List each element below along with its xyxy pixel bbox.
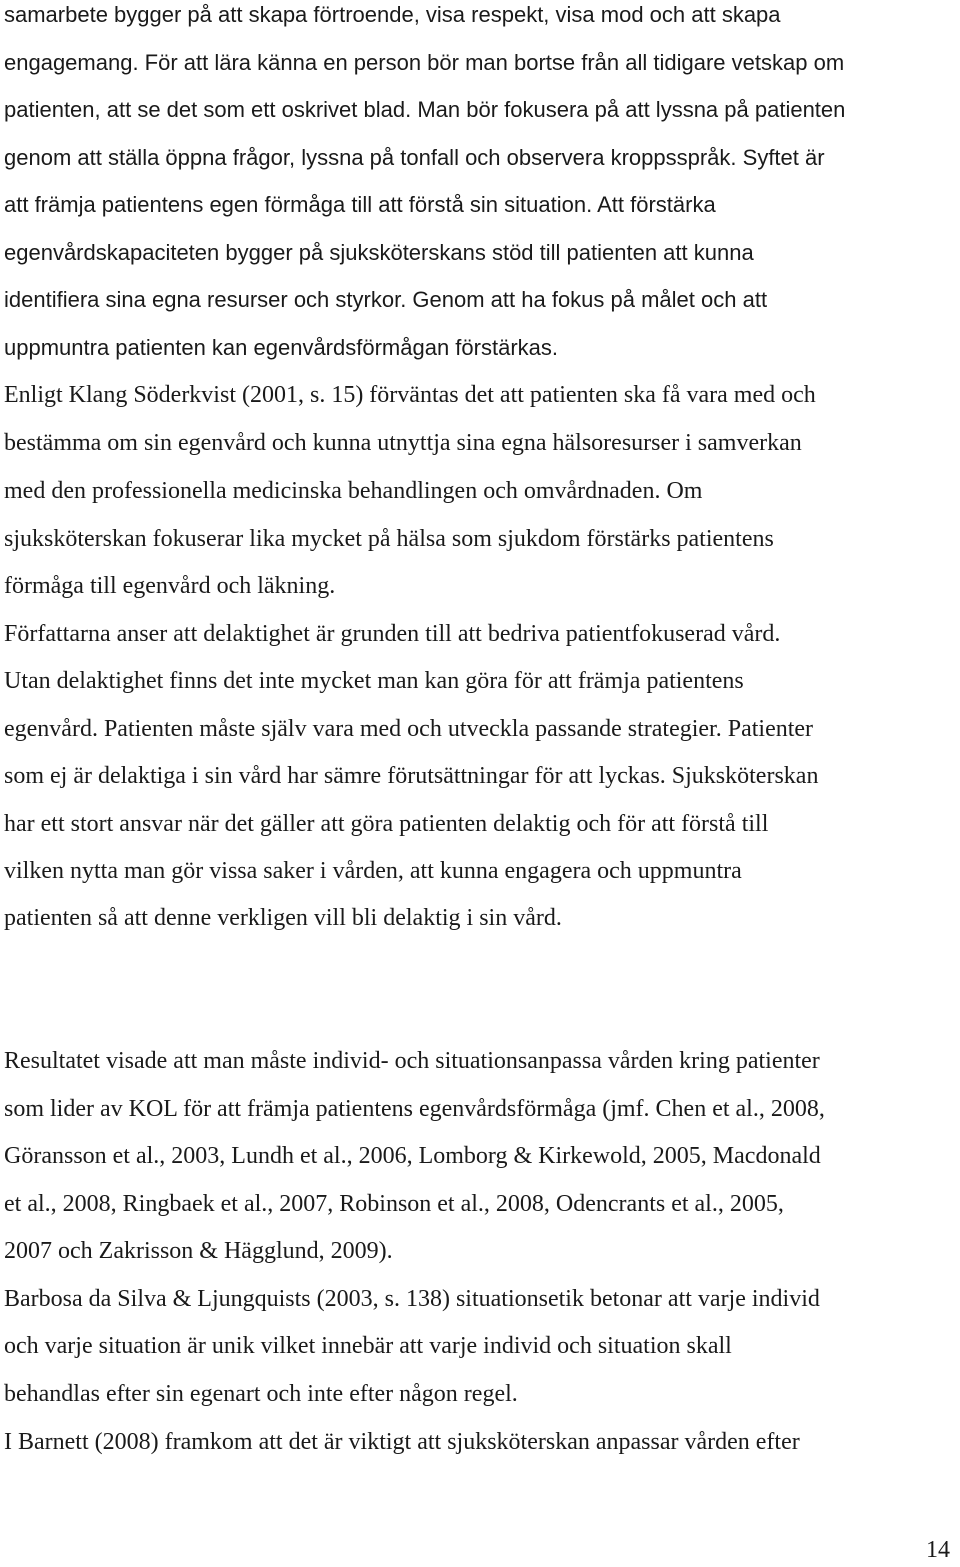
page-number: 14 [926,1537,950,1563]
text-line: Barbosa da Silva & Ljungquists (2003, s. 138) situationsetik betonar att varje individ [4,1286,820,1312]
text-line: sjuksköterskan fokuserar lika mycket på hälsa som sjukdom förstärks patientens [4,526,774,552]
text-line: Författarna anser att delaktighet är grunden till att bedriva patientfokuserad vård. [4,621,781,647]
text-line: Utan delaktighet finns det inte mycket man kan göra för att främja patientens [4,668,744,694]
text-line: har ett stort ansvar när det gäller att göra patienten delaktig och för att förstå till [4,811,769,837]
text-line: Enligt Klang Söderkvist (2001, s. 15) förväntas det att patienten ska få vara med och [4,382,816,408]
text-line: 2007 och Zakrisson & Hägglund, 2009). [4,1238,393,1264]
text-line: förmåga till egenvård och läkning. [4,573,336,599]
text-line: uppmuntra patienten kan egenvårdsförmågan förstärkas. [4,335,558,360]
text-line: genom att ställa öppna frågor, lyssna på tonfall och observera kroppsspråk. Syftet är [4,145,825,170]
text-line: behandlas efter sin egenart och inte efter någon regel. [4,1381,518,1407]
text-line: I Barnett (2008) framkom att det är viktigt att sjuksköterskan anpassar vården efter [4,1429,800,1455]
text-line: bestämma om sin egenvård och kunna utnyttja sina egna hälsoresurser i samverkan [4,430,802,456]
text-line: patienten så att denne verkligen vill bli delaktig i sin vård. [4,905,562,931]
text-line: identifiera sina egna resurser och styrkor. Genom att ha fokus på målet och att [4,287,768,312]
text-line: Göransson et al., 2003, Lundh et al., 2006, Lomborg & Kirkewold, 2005, Macdonald [4,1143,821,1169]
text-line: som ej är delaktiga i sin vård har sämre förutsättningar för att lyckas. Sjuksköterskan [4,763,819,789]
text-line: som lider av KOL för att främja patientens egenvårdsförmåga (jmf. Chen et al., 2008, [4,1096,825,1122]
text-line: patienten, att se det som ett oskrivet blad. Man bör fokusera på att lyssna på patienten [4,97,846,122]
text-line: vilken nytta man gör vissa saker i vården, att kunna engagera och uppmuntra [4,858,742,884]
text-line: och varje situation är unik vilket innebär att varje individ och situation skall [4,1333,732,1359]
text-line: att främja patientens egen förmåga till att förstå sin situation. Att förstärka [4,192,716,217]
text-line: egenvårdskapaciteten bygger på sjuksköterskans stöd till patienten att kunna [4,240,754,265]
text-line: et al., 2008, Ringbaek et al., 2007, Robinson et al., 2008, Odencrants et al., 2005, [4,1191,784,1217]
text-line: samarbete bygger på att skapa förtroende, visa respekt, visa mod och att skapa [4,2,781,27]
text-line: egenvård. Patienten måste själv vara med och utveckla passande strategier. Patienter [4,716,814,742]
text-line: Resultatet visade att man måste individ- och situationsanpassa vården kring patienter [4,1048,820,1074]
text-line: med den professionella medicinska behandlingen och omvårdnaden. Om [4,478,703,504]
text-line: engagemang. För att lära känna en person bör man bortse från all tidigare vetskap om [4,50,845,75]
